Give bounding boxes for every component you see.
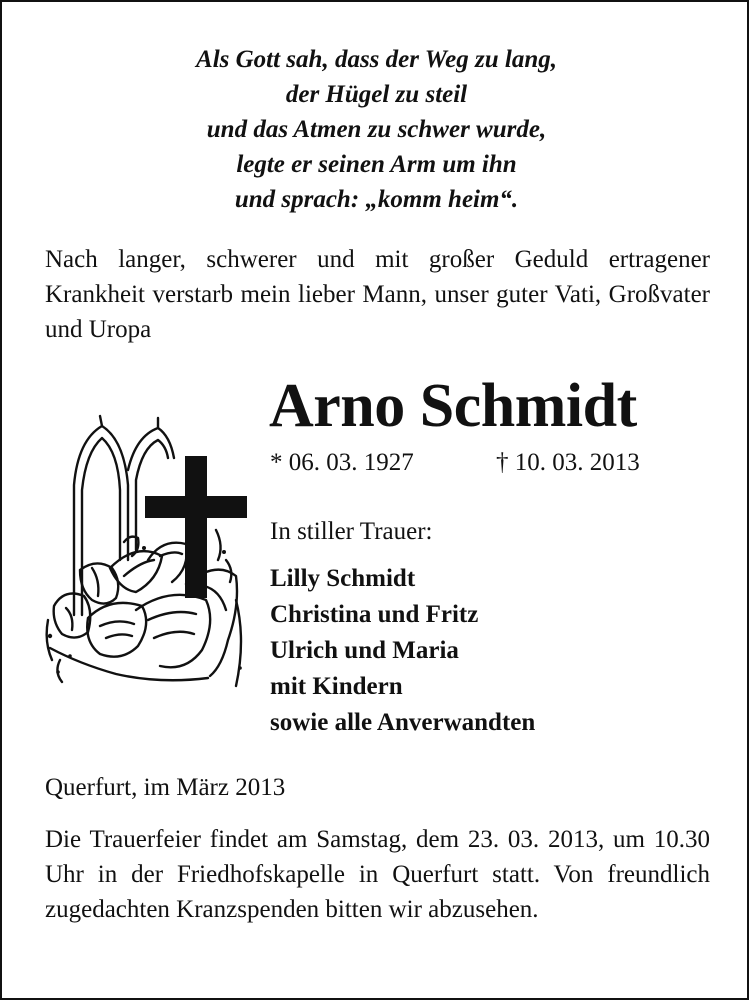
poem-line: und das Atmen zu schwer wurde, — [206, 116, 547, 143]
deceased-name: Arno Schmidt — [269, 372, 637, 440]
cross-lilies-window-icon — [40, 410, 255, 695]
poem-line: und sprach: „komm heim“. — [234, 186, 519, 213]
intro-text: Nach langer, schwerer und mit großer Geduld ertragener Krankheit verstarb mein lieber Mann, unser guter Vati, Großvater und Uropa — [45, 246, 710, 343]
mourner-name: Lilly Schmidt — [270, 565, 416, 592]
birth-date: * 06. 03. 1927 — [270, 449, 414, 476]
poem-line: legte er seinen Arm um ihn — [236, 151, 517, 178]
mourner-name: sowie alle Anverwandten — [270, 709, 536, 736]
mourners-list — [270, 561, 535, 741]
death-date: † 10. 03. 2013 — [496, 449, 640, 476]
mourner-name: mit Kindern — [270, 673, 403, 700]
place-date: Querfurt, im März 2013 — [45, 774, 286, 801]
funeral-info: Die Trauerfeier findet am Samstag, dem 23. 03. 2013, um 10.30 Uhr in der Friedhofskapelle in Querfurt statt. Von freundlich zugedachten Kranzspenden bitten wir abzusehen. — [45, 826, 710, 923]
mourning-label: In stiller Trauer: — [270, 518, 433, 545]
poem-line: der Hügel zu steil — [285, 81, 468, 108]
mourner-name: Ulrich und Maria — [270, 637, 459, 664]
poem-line: Als Gott sah, dass der Weg zu lang, — [196, 46, 557, 73]
poem — [2, 42, 749, 217]
mourner-name: Christina und Fritz — [270, 601, 479, 628]
